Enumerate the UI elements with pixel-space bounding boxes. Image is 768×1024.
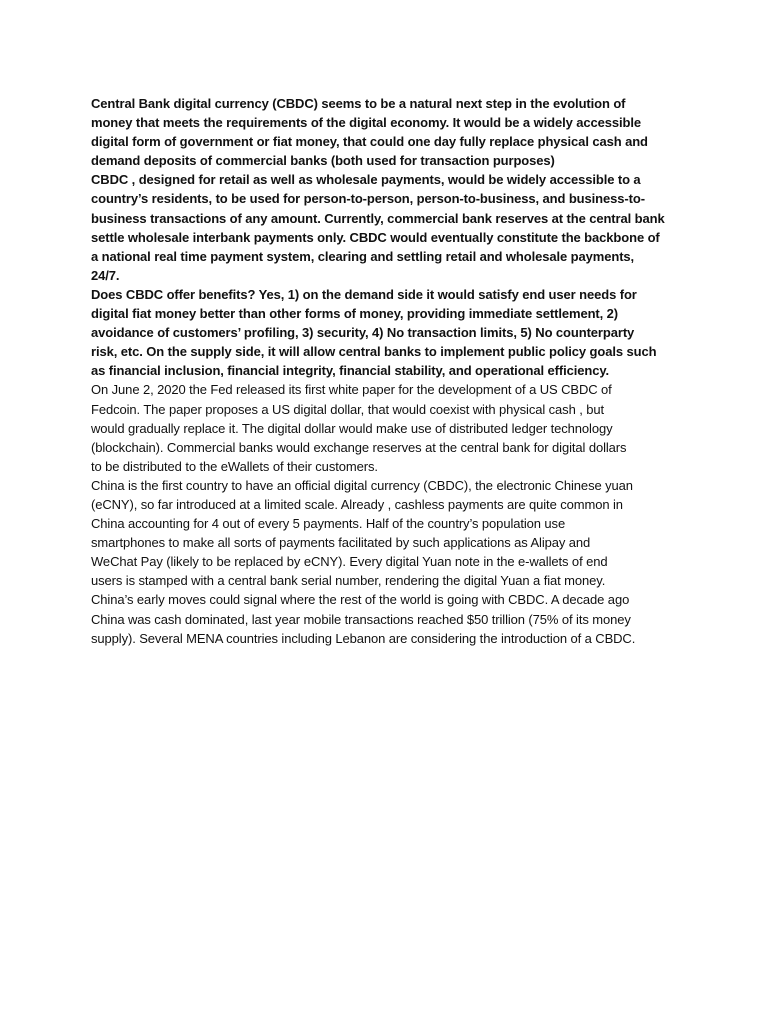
text-line: Does CBDC offer benefits? Yes, 1) on the demand side it would satisfy end user needs for <box>91 286 637 302</box>
text-line: WeChat Pay (likely to be replaced by eCNY). Every digital Yuan note in the e-wallets of end <box>91 554 608 570</box>
text-line: CBDC , designed for retail as well as wholesale payments, would be widely accessible to a <box>91 172 641 188</box>
document-body <box>91 94 691 648</box>
text-line: On June 2, 2020 the Fed released its first white paper for the development of a US CBDC of <box>91 382 612 398</box>
text-line: business transactions of any amount. Currently, commercial bank reserves at the central bank <box>91 210 665 226</box>
paragraph-1 <box>91 94 691 170</box>
text-line: country’s residents, to be used for person-to-person, person-to-business, and business-to- <box>91 191 645 207</box>
text-line: settle wholesale interbank payments only. CBDC would eventually constitute the backbone of <box>91 229 660 245</box>
text-line: to be distributed to the eWallets of their customers. <box>91 458 378 474</box>
text-line: China was cash dominated, last year mobile transactions reached $50 trillion (75% of its money <box>91 611 631 627</box>
text-line: digital fiat money better than other forms of money, providing immediate settlement, 2) <box>91 306 619 322</box>
text-line: Central Bank digital currency (CBDC) seems to be a natural next step in the evolution of <box>91 96 626 111</box>
text-line: China’s early moves could signal where the rest of the world is going with CBDC. A decade ago <box>91 592 630 608</box>
text-line: risk, etc. On the supply side, it will allow central banks to implement public policy goals such <box>91 344 657 360</box>
text-line: supply). Several MENA countries including Lebanon are considering the introduction of a CBDC. <box>91 630 636 646</box>
paragraph-4 <box>91 380 691 475</box>
text-line: Fedcoin. The paper proposes a US digital dollar, that would coexist with physical cash , but <box>91 401 605 417</box>
text-line: (eCNY), so far introduced at a limited scale. Already , cashless payments are quite common in <box>91 496 623 512</box>
text-line: China accounting for 4 out of every 5 payments. Half of the country’s population use <box>91 516 566 532</box>
text-line: users is stamped with a central bank serial number, rendering the digital Yuan a fiat money. <box>91 573 606 589</box>
paragraph-2 <box>91 170 691 285</box>
paragraph-3 <box>91 285 691 380</box>
text-line: (blockchain). Commercial banks would exchange reserves at the central bank for digital dollars <box>91 439 627 455</box>
text-line: avoidance of customers’ profiling, 3) security, 4) No transaction limits, 5) No counterparty <box>91 325 635 341</box>
text-line: China is the first country to have an official digital currency (CBDC), the electronic Chinese yuan <box>91 477 633 493</box>
paragraph-5 <box>91 476 691 648</box>
text-line: digital form of government or fiat money, that could one day fully replace physical cash and <box>91 134 648 150</box>
text-line: a national real time payment system, clearing and settling retail and wholesale payments, <box>91 248 635 264</box>
text-line: smartphones to make all sorts of payments facilitated by such applications as Alipay and <box>91 535 591 551</box>
text-line: 24/7. <box>91 267 120 283</box>
text-line: money that meets the requirements of the digital economy. It would be a widely accessible <box>91 115 641 131</box>
text-line: would gradually replace it. The digital dollar would make use of distributed ledger technology <box>91 420 613 436</box>
text-line: as financial inclusion, financial integrity, financial stability, and operational efficiency. <box>91 363 610 379</box>
text-line: demand deposits of commercial banks (both used for transaction purposes) <box>91 153 555 169</box>
